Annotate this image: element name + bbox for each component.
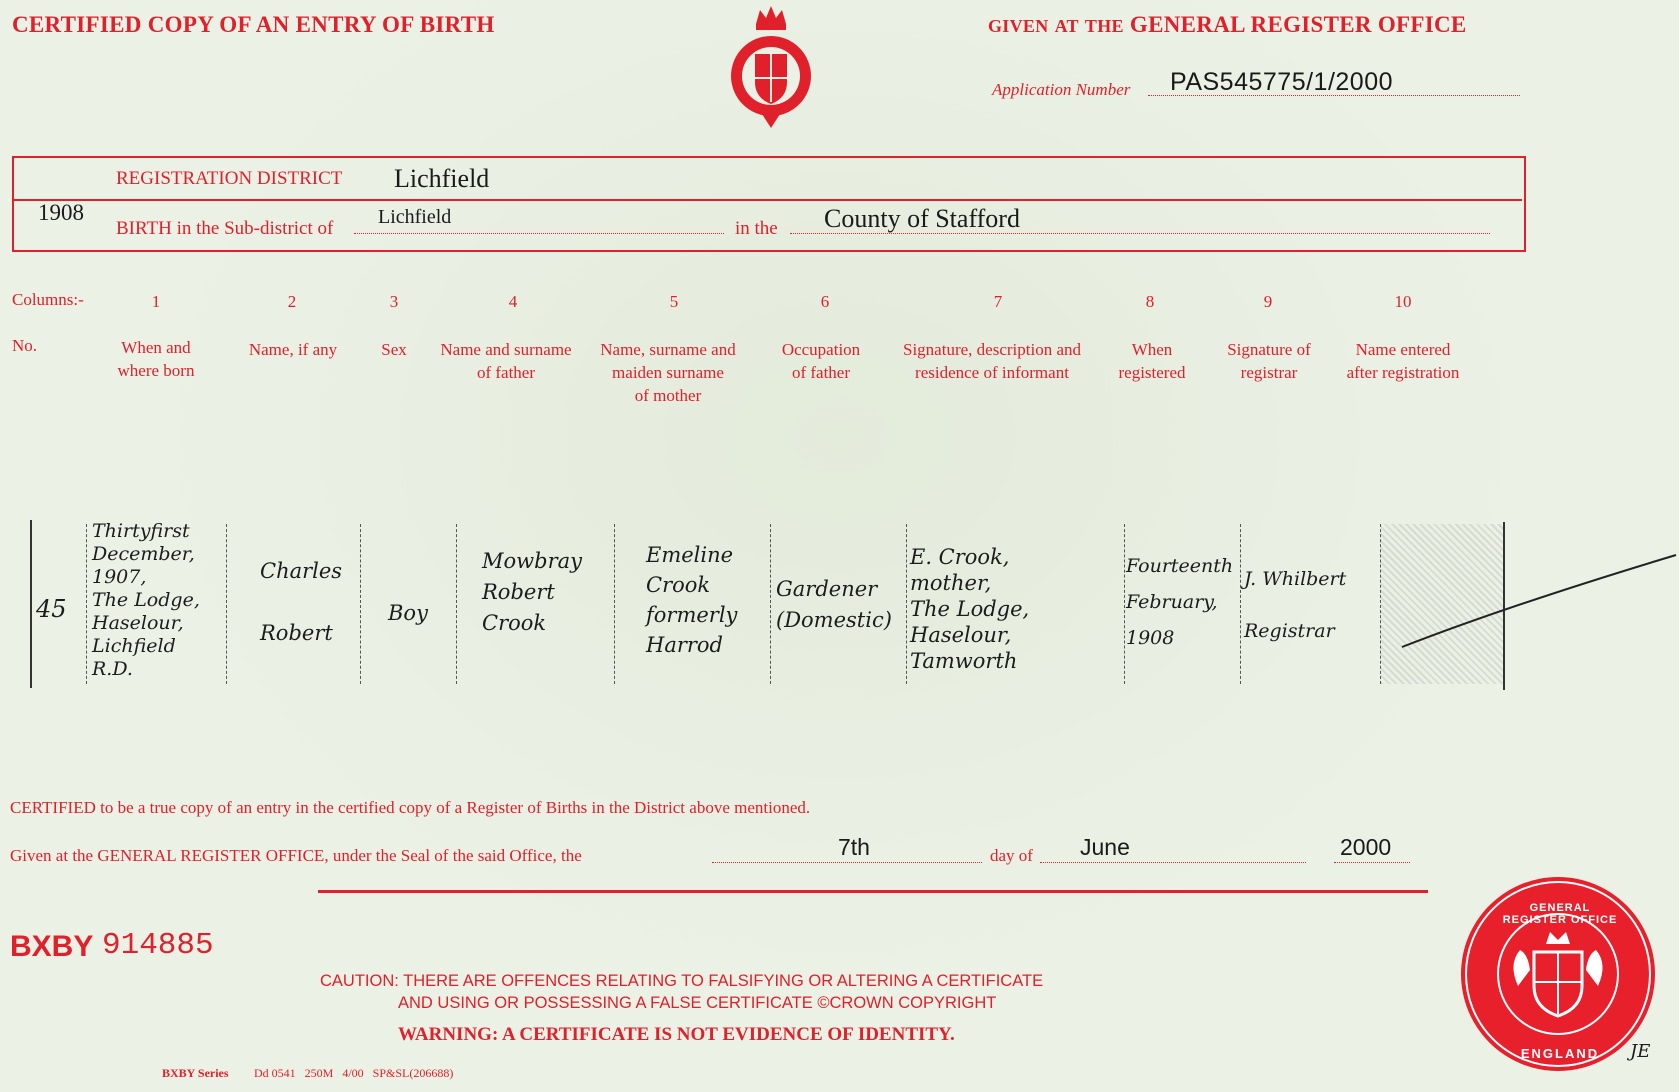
certified-year: 2000 [1340,834,1392,860]
certified-month: June [1080,834,1130,860]
column-number-5: 5 [669,292,679,311]
subdistrict-dots [354,233,724,234]
given-statement: Given at the GENERAL REGISTER OFFICE, under the Seal of the said Office, the [10,846,582,865]
serial-prefix: BXBY [10,930,94,963]
entry-occupation: Gardener (Domestic) [776,577,892,632]
day-dots [712,862,982,863]
office-name: GENERAL REGISTER OFFICE [1129,12,1467,37]
column-number-6: 6 [820,292,830,311]
county-value: County of Stafford [824,204,1020,233]
footer-series: BXBY Series [162,1066,229,1080]
district-value: Lichfield [394,164,490,193]
row-left-border [30,520,32,688]
column-number-8: 8 [1145,292,1155,311]
column-number-1: 1 [151,292,161,311]
seal-initials: JE [1630,1041,1651,1062]
columns-label: Columns:- [12,290,84,309]
row-divider-3 [360,524,361,684]
office-heading [988,12,1467,38]
column-number-3: 3 [389,292,399,311]
column-head-10: Name entered after registration [1346,340,1460,382]
application-label: Application Number [992,80,1131,99]
column-number-4: 4 [508,292,518,311]
column-head-9: Signature of registrar [1227,340,1311,382]
column-number-10: 10 [1394,292,1412,311]
subdistrict-value: Lichfield [378,206,452,228]
serial-number: 914885 [102,928,214,963]
registration-divider [14,199,1522,201]
column-head-5: Name, surname and maiden surname of mother [600,340,736,405]
row-divider-4 [456,524,457,684]
certified-day: 7th [838,834,870,860]
row-divider-7 [906,524,907,684]
the-word: THE [1084,16,1124,36]
certified-statement: CERTIFIED to be a true copy of an entry in the certified copy of a Register of Births in the District above mentioned. [10,798,811,817]
column-number-7: 7 [993,292,1003,311]
entry-when-where: Thirtyfirst December, 1907, The Lodge, Haselour, Lichfield R.D. [92,520,200,680]
at-word: AT [1054,16,1079,36]
column-number-2: 2 [287,292,297,311]
caution-line-1: CAUTION: THERE ARE OFFENCES RELATING TO FALSIFYING OR ALTERING A CERTIFICATE [320,972,1044,990]
month-dots [1040,862,1306,863]
certification-rule [318,890,1428,893]
footer-codes: Dd 0541 250M 4/00 SP&SL(206688) [254,1066,454,1080]
seal-top-text: GENERAL REGISTER OFFICE [1502,902,1618,926]
entry-name: Charles Robert [260,559,343,645]
row-divider-5 [614,524,615,684]
entry-sex: Boy [388,601,428,625]
row-divider-1 [86,524,87,684]
county-dots [790,233,1490,234]
subdistrict-label: BIRTH in the Sub-district of [116,218,334,239]
registration-year: 1908 [38,200,84,225]
column-head-7: Signature, description and residence of informant [903,340,1081,382]
district-label: REGISTRATION DISTRICT [116,168,343,189]
column-head-3: Sex [381,340,407,359]
caution-line-2: AND USING OR POSSESSING A FALSE CERTIFICATE ©CROWN COPYRIGHT [398,994,997,1012]
entry-father: Mowbray Robert Crook [482,549,582,635]
entry-when-registered: Fourteenth February, 1908 [1126,555,1234,649]
column-head-6: Occupation of father [781,340,861,382]
entry-informant: E. Crook, mother, The Lodge, Haselour, Tamworth [910,545,1030,673]
in-the-label: in the [735,218,778,239]
year-dots [1334,862,1410,863]
column-head-1: When and where born [117,338,195,380]
entry-mother: Emeline Crook formerly Harrod [646,543,738,657]
column-head-2: Name, if any [248,340,338,359]
row-divider-6 [770,524,771,684]
certificate-title: CERTIFIED COPY OF AN ENTRY OF BIRTH [12,12,495,37]
seal-bottom-text: ENGLAND [1520,1046,1600,1061]
royal-crest-icon [726,2,816,130]
row-divider-8 [1124,524,1125,684]
given-word: GIVEN [988,16,1049,36]
no-label: No. [12,336,38,355]
entry-registrar: J. Whilbert Registrar [1244,568,1347,642]
column-head-8: When registered [1118,340,1186,382]
column-head-4: Name and surname of father [440,340,572,382]
column-number-9: 9 [1263,292,1273,311]
entry-number: 45 [36,595,67,623]
day-of-label: day of [990,846,1033,865]
application-number: PAS545775/1/2000 [1170,68,1394,96]
warning-line: WARNING: A CERTIFICATE IS NOT EVIDENCE OF IDENTITY. [398,1024,955,1045]
